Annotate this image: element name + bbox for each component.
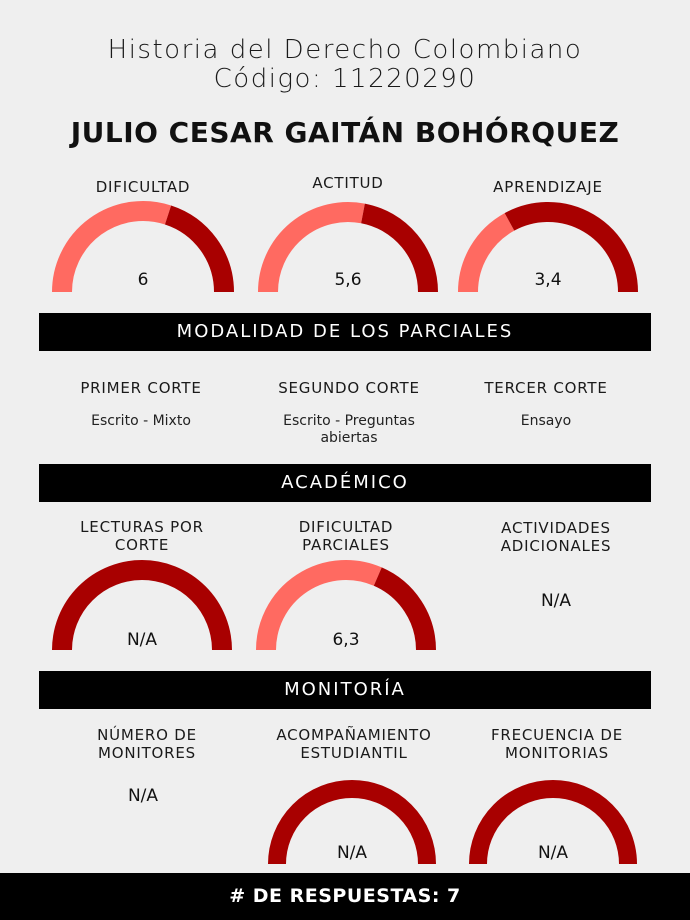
parcial-value-segundo: Escrito - Preguntas abiertas: [283, 413, 415, 446]
gauge-value-dificultad-parciales: 6,3: [332, 630, 360, 650]
monitoria-label-frecuencia: FRECUENCIA DE MONITORIAS: [490, 726, 624, 762]
monitoria-value-numero: N/A: [127, 786, 159, 806]
academico-label-lecturas: LECTURAS POR CORTE: [80, 518, 204, 554]
parcial-label-segundo: SEGUNDO CORTE: [278, 379, 420, 397]
gauge-value-aprendizaje: 3,4: [534, 270, 562, 290]
section-bar-monitoria: MONITORÍA: [39, 671, 651, 709]
gauge-value-frecuencia: N/A: [537, 843, 569, 863]
parcial-label-tercer: TERCER CORTE: [484, 379, 608, 397]
parcial-label-primer: PRIMER CORTE: [80, 379, 202, 397]
monitoria-label-acompanamiento: ACOMPAÑAMIENTO ESTUDIANTIL: [276, 726, 432, 762]
academico-label-actividades: ACTIVIDADES ADICIONALES: [500, 519, 612, 555]
parcial-value-primer: Escrito - Mixto: [91, 413, 191, 429]
parcial-value-tercer: Ensayo: [520, 413, 572, 429]
academico-value-actividades: N/A: [540, 591, 572, 611]
section-bar-academico: ACADÉMICO: [39, 464, 651, 502]
gauge-label-dificultad: DIFICULTAD: [95, 178, 191, 196]
course-name: Historia del Derecho Colombiano: [107, 35, 583, 65]
gauge-value-lecturas: N/A: [126, 630, 158, 650]
professor-name: JULIO CESAR GAITÁN BOHÓRQUEZ: [70, 116, 620, 149]
section-bar-parciales: MODALIDAD DE LOS PARCIALES: [39, 313, 651, 351]
gauge-value-actitud: 5,6: [334, 270, 362, 290]
academico-label-dificultad-parciales: DIFICULTAD PARCIALES: [298, 518, 394, 554]
gauge-value-acompanamiento: N/A: [336, 843, 368, 863]
gauge-value-dificultad: 6: [137, 270, 149, 290]
responses-count-footer: # DE RESPUESTAS: 7: [0, 873, 690, 920]
course-header: [0, 36, 690, 94]
monitoria-label-numero: NÚMERO DE MONITORES: [97, 726, 197, 762]
gauge-label-aprendizaje: APRENDIZAJE: [493, 178, 603, 196]
course-code: Código: 11220290: [213, 64, 477, 94]
gauge-label-actitud: ACTITUD: [312, 174, 384, 192]
